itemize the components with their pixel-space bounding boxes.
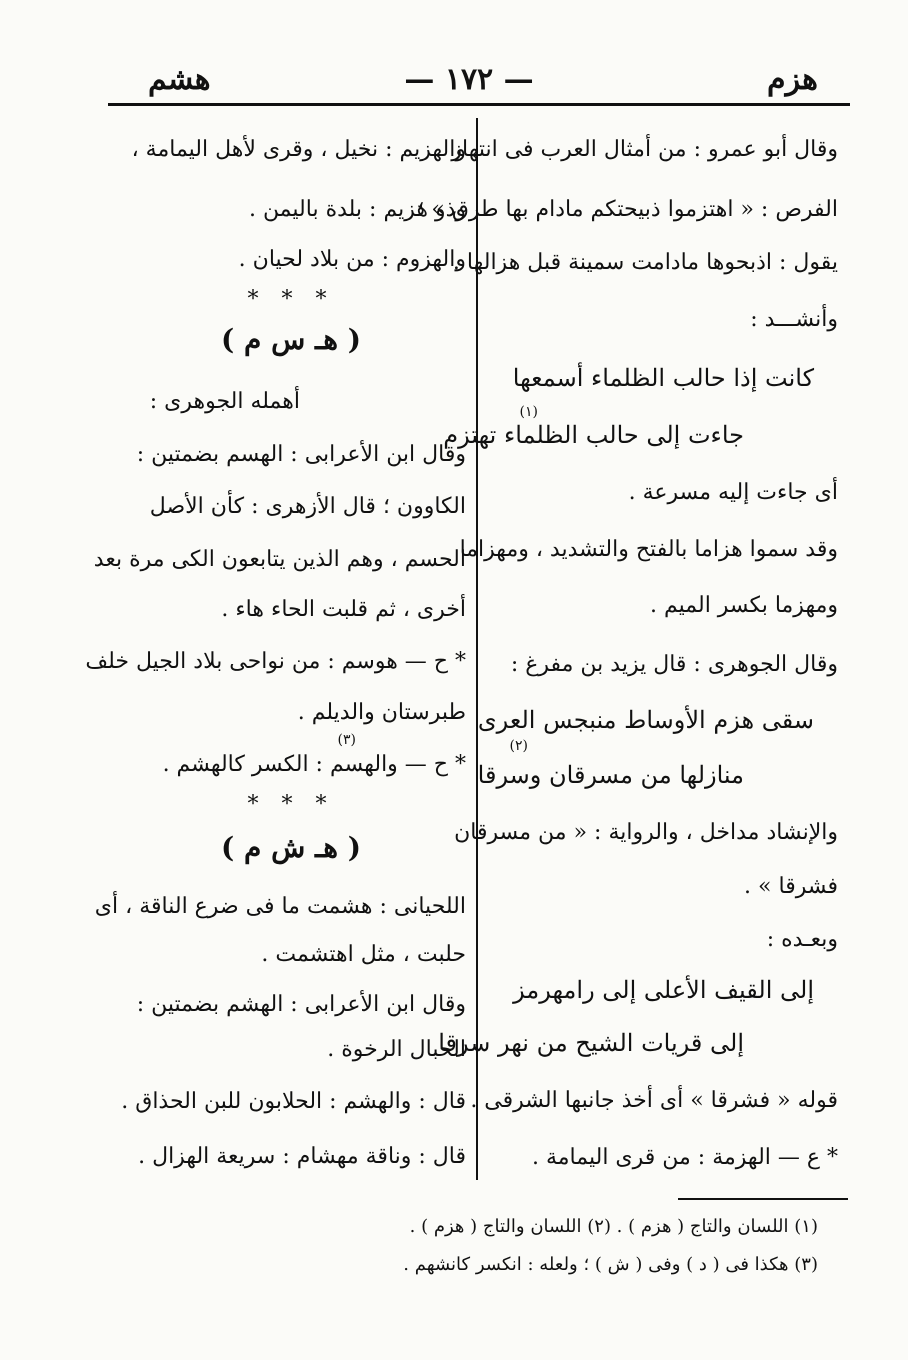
text-line: وقال ابن الأعرابى : الهشم بضمتين : — [136, 992, 466, 1017]
text-line: أهمله الجوهرى : — [149, 389, 300, 414]
header-root-left: هشم — [148, 62, 211, 97]
text-line: والهزوم : من بلاد لحيان . — [238, 247, 466, 272]
text-line: حلبت ، مثل اهتشمت . — [261, 942, 466, 967]
verse-line: إلى القيف الأعلى إلى رامهرمز — [513, 976, 814, 1004]
section-separator: * * * — [247, 792, 335, 817]
text-line: * ح — والهسم : الكسر كالهشم . — [162, 752, 466, 777]
text-line: اللحيانى : هشمت ما فى ضرع الناقة ، أى — [94, 894, 466, 919]
text-line: وقد سموا هزاما بالفتح والتشديد ، ومهزاما — [459, 537, 838, 562]
page-number: — ١٧٢ — — [404, 62, 534, 97]
text-line: قال : والهشم : الحلابون للبن الحذاق . — [121, 1089, 466, 1114]
text-line: الكاوون ؛ قال الأزهرى : كأن الأصل — [149, 494, 466, 519]
text-line: وقال أبو عمرو : من أمثال العرب فى انتهاز — [451, 137, 838, 162]
verse-line: سقى هزم الأوساط منبجس العرى — [477, 706, 814, 734]
text-line: فشرقا » . — [744, 874, 838, 899]
text-line: وبعـده : — [766, 927, 838, 952]
text-line: يقول : اذبحوها مادامت سمينة قبل هزالها . — [452, 250, 838, 275]
section-separator: * * * — [247, 287, 335, 312]
text-line: * ع — الهزمة : من قرى اليمامة . — [531, 1145, 838, 1170]
verse-line: جاءت إلى حالب الظلماء تهتزم — [443, 421, 744, 449]
verse-line: منازلها من مسرقان وسرقا — [477, 761, 744, 789]
text-line: والإنشاد مداخل ، والرواية : « من مسرقان — [454, 820, 838, 845]
footnote-line: (٣) هكذا فى ( د ) وفى ( ش ) ؛ ولعله : انكسر كانشهم . — [403, 1254, 818, 1275]
header-rule — [108, 103, 850, 106]
text-line: قوله « فشرقا » أى أخذ جانبها الشرقى . — [470, 1088, 838, 1113]
verse-line: إلى قريات الشيح من نهر سرقا — [438, 1029, 744, 1057]
section-heading: ( هـ س م ) — [221, 323, 361, 356]
text-line: * ح — هوسم : من نواحى بلاد الجيل خلف — [85, 649, 466, 674]
text-line: وذو هزيم : بلدة باليمن . — [248, 197, 466, 222]
section-heading: ( هـ ش م ) — [221, 831, 361, 864]
footnote-line: (١) اللسان والتاج ( هزم ) . (٢) اللسان والتاج ( هزم ) . — [409, 1216, 818, 1237]
footnote-rule — [678, 1198, 848, 1200]
header-root-right: هزم — [767, 62, 818, 97]
text-line: قال : وناقة مهشام : سريعة الهزال . — [138, 1144, 466, 1169]
text-line: الحسم ، وهم الذين يتابعون الكى مرة بعد — [93, 547, 466, 572]
text-line: طبرستان والديلم . — [297, 700, 466, 725]
footnote-marker: (٣) — [337, 732, 356, 748]
text-line: وأنشـــد : — [750, 307, 838, 332]
footnote-marker: (١) — [519, 404, 538, 420]
text-line: الحبال الرخوة . — [327, 1037, 466, 1062]
text-line: والهزيم : نخيل ، وقرى لأهل اليمامة ، — [131, 137, 466, 162]
text-line: وقال الجوهرى : قال يزيد بن مفرغ : — [510, 652, 838, 677]
text-line: وقال ابن الأعرابى : الهسم بضمتين : — [136, 442, 466, 467]
footnote-marker: (٢) — [509, 738, 528, 754]
text-line: ومهزما بكسر الميم . — [650, 593, 838, 618]
verse-line: كانت إذا حالب الظلماء أسمعها — [512, 364, 814, 392]
text-line: أخرى ، ثم قلبت الحاء هاء . — [221, 597, 466, 622]
text-line: الفرص : « اهتزموا ذبيحتكم مادام بها طرق » ؛ — [417, 197, 838, 222]
text-line: أى جاءت إليه مسرعة . — [628, 480, 838, 505]
